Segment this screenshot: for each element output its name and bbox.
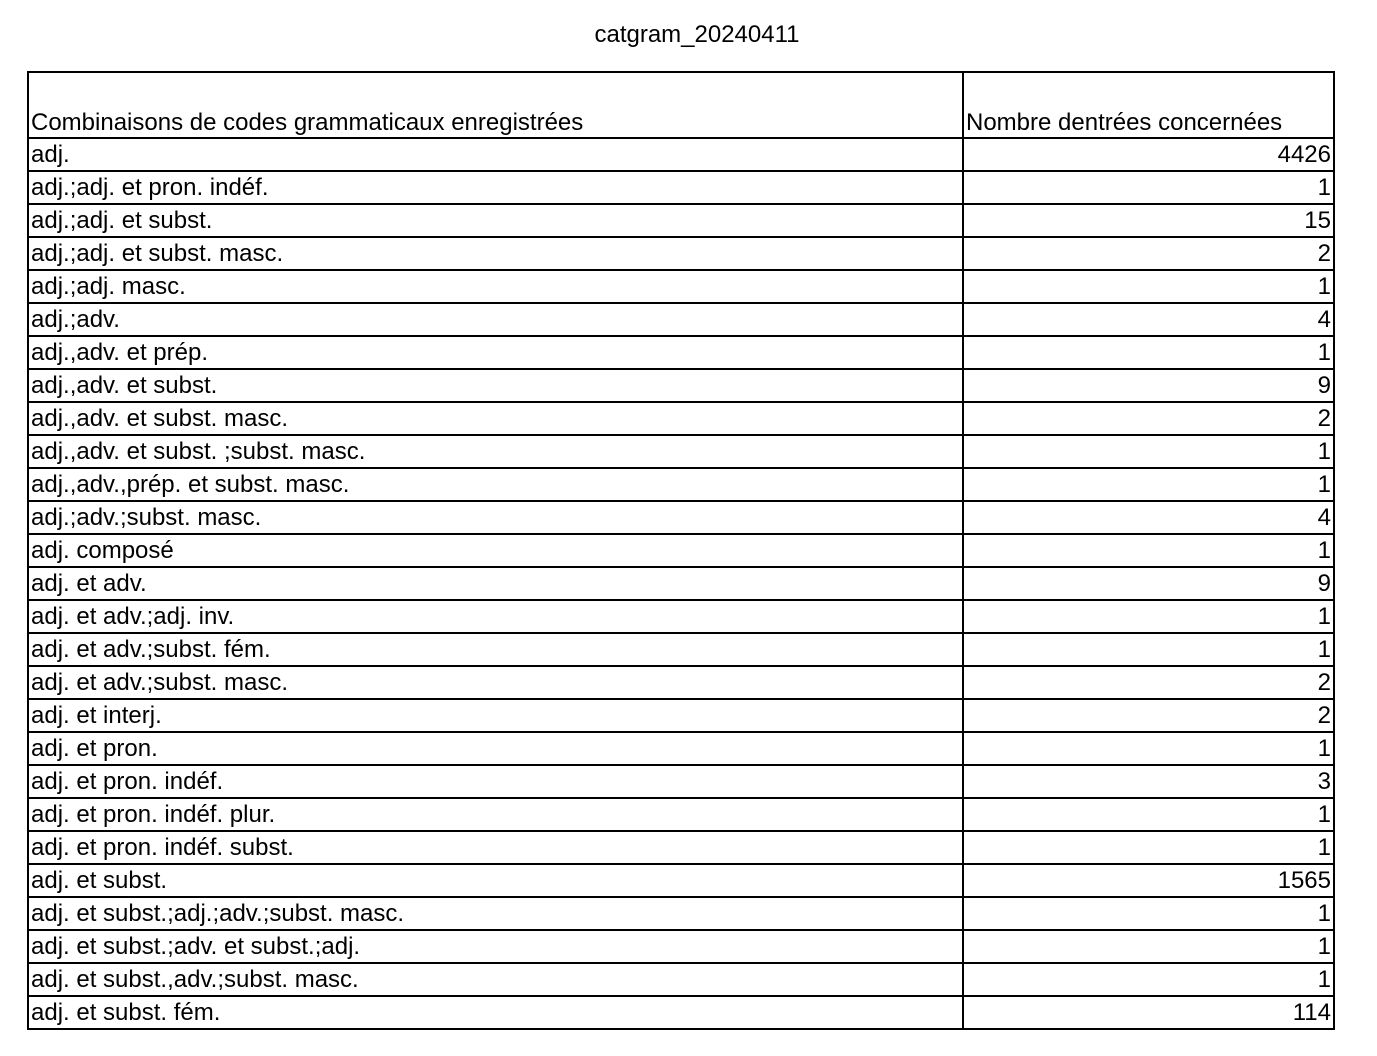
entry-count-cell: 114: [963, 996, 1334, 1029]
table-row: [28, 501, 1334, 534]
code-combination-cell: adj.;adj. et pron. indéf.: [28, 171, 963, 204]
entry-count-cell: 1: [963, 468, 1334, 501]
table-row: [28, 930, 1334, 963]
code-combination-cell: adj. et subst. fém.: [28, 996, 963, 1029]
entry-count-cell: 15: [963, 204, 1334, 237]
entry-count-cell: 3: [963, 765, 1334, 798]
entry-count-cell: 2: [963, 666, 1334, 699]
table-row: [28, 534, 1334, 567]
table-row: [28, 138, 1334, 171]
table-row: [28, 831, 1334, 864]
table-row: [28, 798, 1334, 831]
code-combination-cell: adj.,adv.,prép. et subst. masc.: [28, 468, 963, 501]
code-combination-cell: adj. et pron. indéf. subst.: [28, 831, 963, 864]
code-combination-cell: adj. et subst.;adv. et subst.;adj.: [28, 930, 963, 963]
entry-count-cell: 9: [963, 369, 1334, 402]
entry-count-cell: 1: [963, 534, 1334, 567]
code-combination-cell: adj.;adj. et subst. masc.: [28, 237, 963, 270]
table-row: [28, 468, 1334, 501]
table-row: [28, 402, 1334, 435]
entry-count-cell: 4: [963, 501, 1334, 534]
table-row: [28, 996, 1334, 1029]
table-row: [28, 204, 1334, 237]
entry-count-cell: 1: [963, 798, 1334, 831]
code-combination-cell: adj. et subst.,adv.;subst. masc.: [28, 963, 963, 996]
code-combination-cell: adj.,adv. et subst. ;subst. masc.: [28, 435, 963, 468]
code-combination-cell: adj. et subst.;adj.;adv.;subst. masc.: [28, 897, 963, 930]
table-row: [28, 666, 1334, 699]
code-combination-cell: adj. et interj.: [28, 699, 963, 732]
table-row: [28, 963, 1334, 996]
code-combination-cell: adj.: [28, 138, 963, 171]
table-row: [28, 369, 1334, 402]
code-combination-cell: adj. composé: [28, 534, 963, 567]
table-row: [28, 171, 1334, 204]
code-combination-cell: adj.;adv.;subst. masc.: [28, 501, 963, 534]
entry-count-cell: 1: [963, 930, 1334, 963]
page-title: catgram_20240411: [594, 21, 800, 48]
table-row: [28, 864, 1334, 897]
entry-count-cell: 1: [963, 336, 1334, 369]
table-row: [28, 336, 1334, 369]
data-table: [27, 71, 1335, 1030]
column-header-entry-count: Nombre dentrées concernées: [963, 72, 1334, 138]
table-body: [28, 138, 1334, 1029]
entry-count-cell: 4: [963, 303, 1334, 336]
code-combination-cell: adj. et adv.: [28, 567, 963, 600]
code-combination-cell: adj. et adv.;adj. inv.: [28, 600, 963, 633]
code-combination-cell: adj. et subst.: [28, 864, 963, 897]
table-row: [28, 303, 1334, 336]
entry-count-cell: 1: [963, 831, 1334, 864]
table-row: [28, 633, 1334, 666]
code-combination-cell: adj.,adv. et subst.: [28, 369, 963, 402]
entry-count-cell: 2: [963, 237, 1334, 270]
table-row: [28, 435, 1334, 468]
code-combination-cell: adj.;adj. et subst.: [28, 204, 963, 237]
code-combination-cell: adj.;adv.: [28, 303, 963, 336]
code-combination-cell: adj.,adv. et prép.: [28, 336, 963, 369]
header-row: [28, 72, 1334, 138]
entry-count-cell: 1: [963, 435, 1334, 468]
entry-count-cell: 9: [963, 567, 1334, 600]
table-row: [28, 765, 1334, 798]
entry-count-cell: 1: [963, 963, 1334, 996]
entry-count-cell: 1: [963, 897, 1334, 930]
entry-count-cell: 1: [963, 633, 1334, 666]
code-combination-cell: adj.,adv. et subst. masc.: [28, 402, 963, 435]
code-combination-cell: adj. et pron. indéf. plur.: [28, 798, 963, 831]
entry-count-cell: 2: [963, 699, 1334, 732]
table-row: [28, 732, 1334, 765]
table-row: [28, 270, 1334, 303]
table-row: [28, 567, 1334, 600]
code-combination-cell: adj. et pron.: [28, 732, 963, 765]
code-combination-cell: adj. et adv.;subst. masc.: [28, 666, 963, 699]
table-row: [28, 897, 1334, 930]
entry-count-cell: 4426: [963, 138, 1334, 171]
code-combination-cell: adj. et pron. indéf.: [28, 765, 963, 798]
table-row: [28, 699, 1334, 732]
code-combination-cell: adj.;adj. masc.: [28, 270, 963, 303]
entry-count-cell: 1: [963, 732, 1334, 765]
column-header-combinations: Combinaisons de codes grammaticaux enregistrées: [28, 72, 963, 138]
entry-count-cell: 1: [963, 600, 1334, 633]
entry-count-cell: 1: [963, 171, 1334, 204]
entry-count-cell: 1: [963, 270, 1334, 303]
table-row: [28, 600, 1334, 633]
table-row: [28, 237, 1334, 270]
entry-count-cell: 1565: [963, 864, 1334, 897]
code-combination-cell: adj. et adv.;subst. fém.: [28, 633, 963, 666]
entry-count-cell: 2: [963, 402, 1334, 435]
